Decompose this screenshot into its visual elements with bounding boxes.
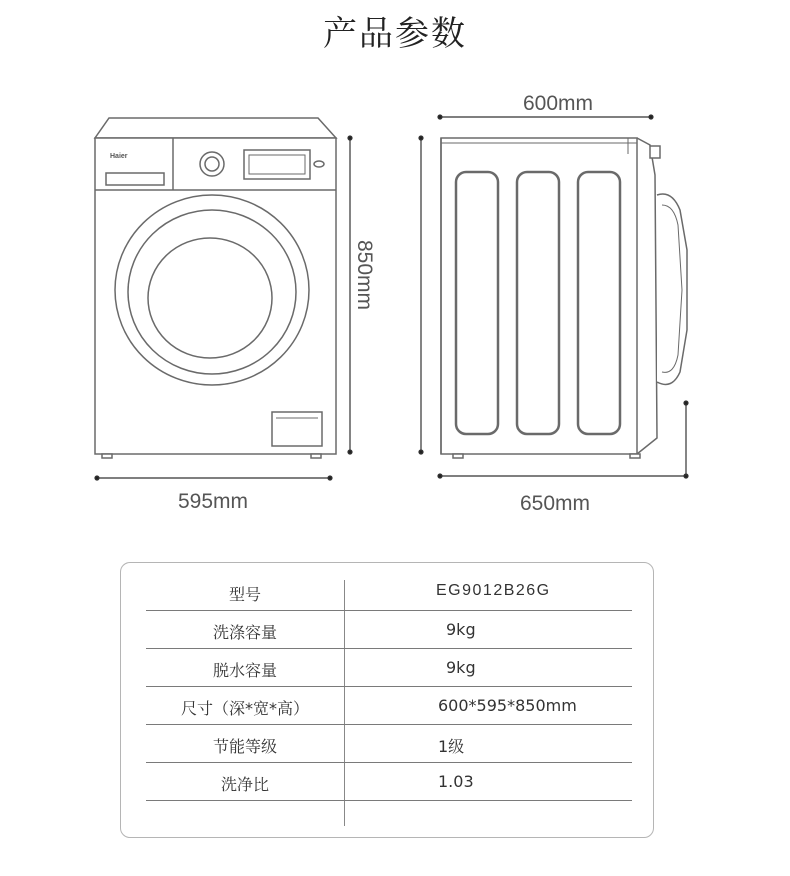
spec-value: 9kg (446, 620, 476, 639)
spec-row-wash-ratio (146, 762, 632, 801)
spec-row-dimensions (146, 686, 632, 725)
spec-value: 600*595*850mm (438, 696, 577, 715)
spec-label: 型号 (228, 585, 261, 604)
page-title: 产品参数 (323, 14, 467, 54)
spec-label: 洗涤容量 (212, 623, 277, 642)
depth-label: 600mm (522, 92, 594, 115)
spec-value: 9kg (446, 658, 476, 677)
side-view-drawing (441, 138, 687, 458)
front-view-drawing (95, 118, 336, 458)
spec-value: EG9012B26G (436, 582, 551, 599)
spec-row-energy-grade (146, 724, 632, 763)
width-label: 595mm (177, 490, 249, 513)
depth-with-door-label: 650mm (519, 492, 591, 515)
spec-row-spin-capacity (146, 648, 632, 687)
spec-label: 洗净比 (220, 775, 269, 794)
spec-row-wash-capacity (146, 610, 632, 649)
spec-row-model (146, 572, 632, 611)
spec-label: 尺寸（深*宽*高） (180, 699, 309, 718)
height-label: 850mm (353, 239, 376, 311)
brand-logo: Haier (110, 153, 128, 160)
spec-label: 脱水容量 (212, 661, 277, 680)
spec-label: 节能等级 (212, 737, 277, 756)
spec-value: 1级 (438, 737, 465, 756)
spec-value: 1.03 (438, 772, 474, 791)
